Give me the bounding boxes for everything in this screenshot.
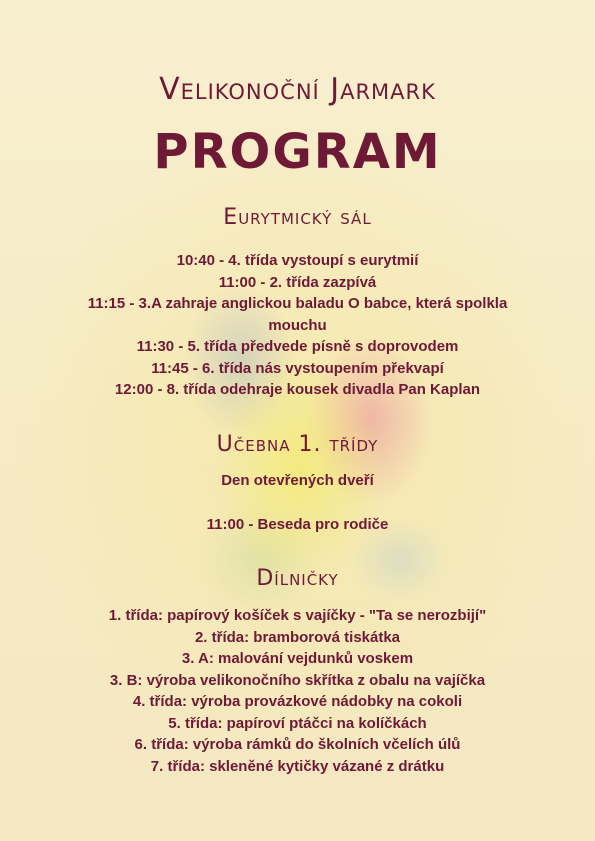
workshop-item: 3. B: výroba velikonočního skřítka z obalu na vajíčka: [109, 671, 486, 689]
schedule-item: 12:00 - 8. třída odehraje kousek divadla Pan Kaplan: [114, 381, 481, 398]
schedule-item: 11:00 - 2. třída zazpívá: [218, 273, 377, 291]
schedule-item: mouchu: [268, 316, 327, 334]
workshop-item: 7. třída: skleněné kytičky vázané z drátku: [150, 757, 445, 775]
event-title: Velikonoční Jarmark: [159, 72, 436, 107]
schedule-item: 11:15 - 3.A zahraje anglickou baladu O babce, která spolkla: [87, 295, 508, 312]
eurythmy-hall-schedule: [0, 250, 595, 401]
schedule-item: 10:40 - 4. třída vystoupí s eurytmií: [176, 252, 419, 269]
workshop-item: 1. třída: papírový košíček s vajíčky - "Ta se nerozbijí": [108, 607, 487, 624]
open-doors-day: Den otevřených dveří: [221, 472, 374, 489]
section-heading-classroom-1: Učebna 1. třídy: [216, 432, 379, 457]
workshop-item: 2. třída: bramborová tiskátka: [194, 628, 401, 646]
program-title: PROGRAM: [153, 124, 442, 180]
parents-talk: 11:00 - Beseda pro rodiče: [206, 516, 389, 533]
workshop-item: 4. třída: výroba provázkové nádobky na cokoli: [132, 693, 463, 710]
workshop-item: 5. třída: papíroví ptáčci na kolíčkách: [168, 714, 427, 732]
section-heading-eurythmy-hall: Eurytmický sál: [223, 205, 372, 230]
section-heading-workshops: Dílničky: [256, 566, 339, 591]
workshop-item: 6. třída: výroba rámků do školních včelích úlů: [134, 736, 461, 753]
workshop-item: 3. A: malování vejdunků voskem: [181, 650, 414, 667]
workshops-list: [0, 605, 595, 777]
schedule-item: 11:45 - 6. třída nás vystoupením překvapí: [151, 359, 444, 377]
schedule-item: 11:30 - 5. třída předvede písně s doprovodem: [136, 338, 459, 355]
